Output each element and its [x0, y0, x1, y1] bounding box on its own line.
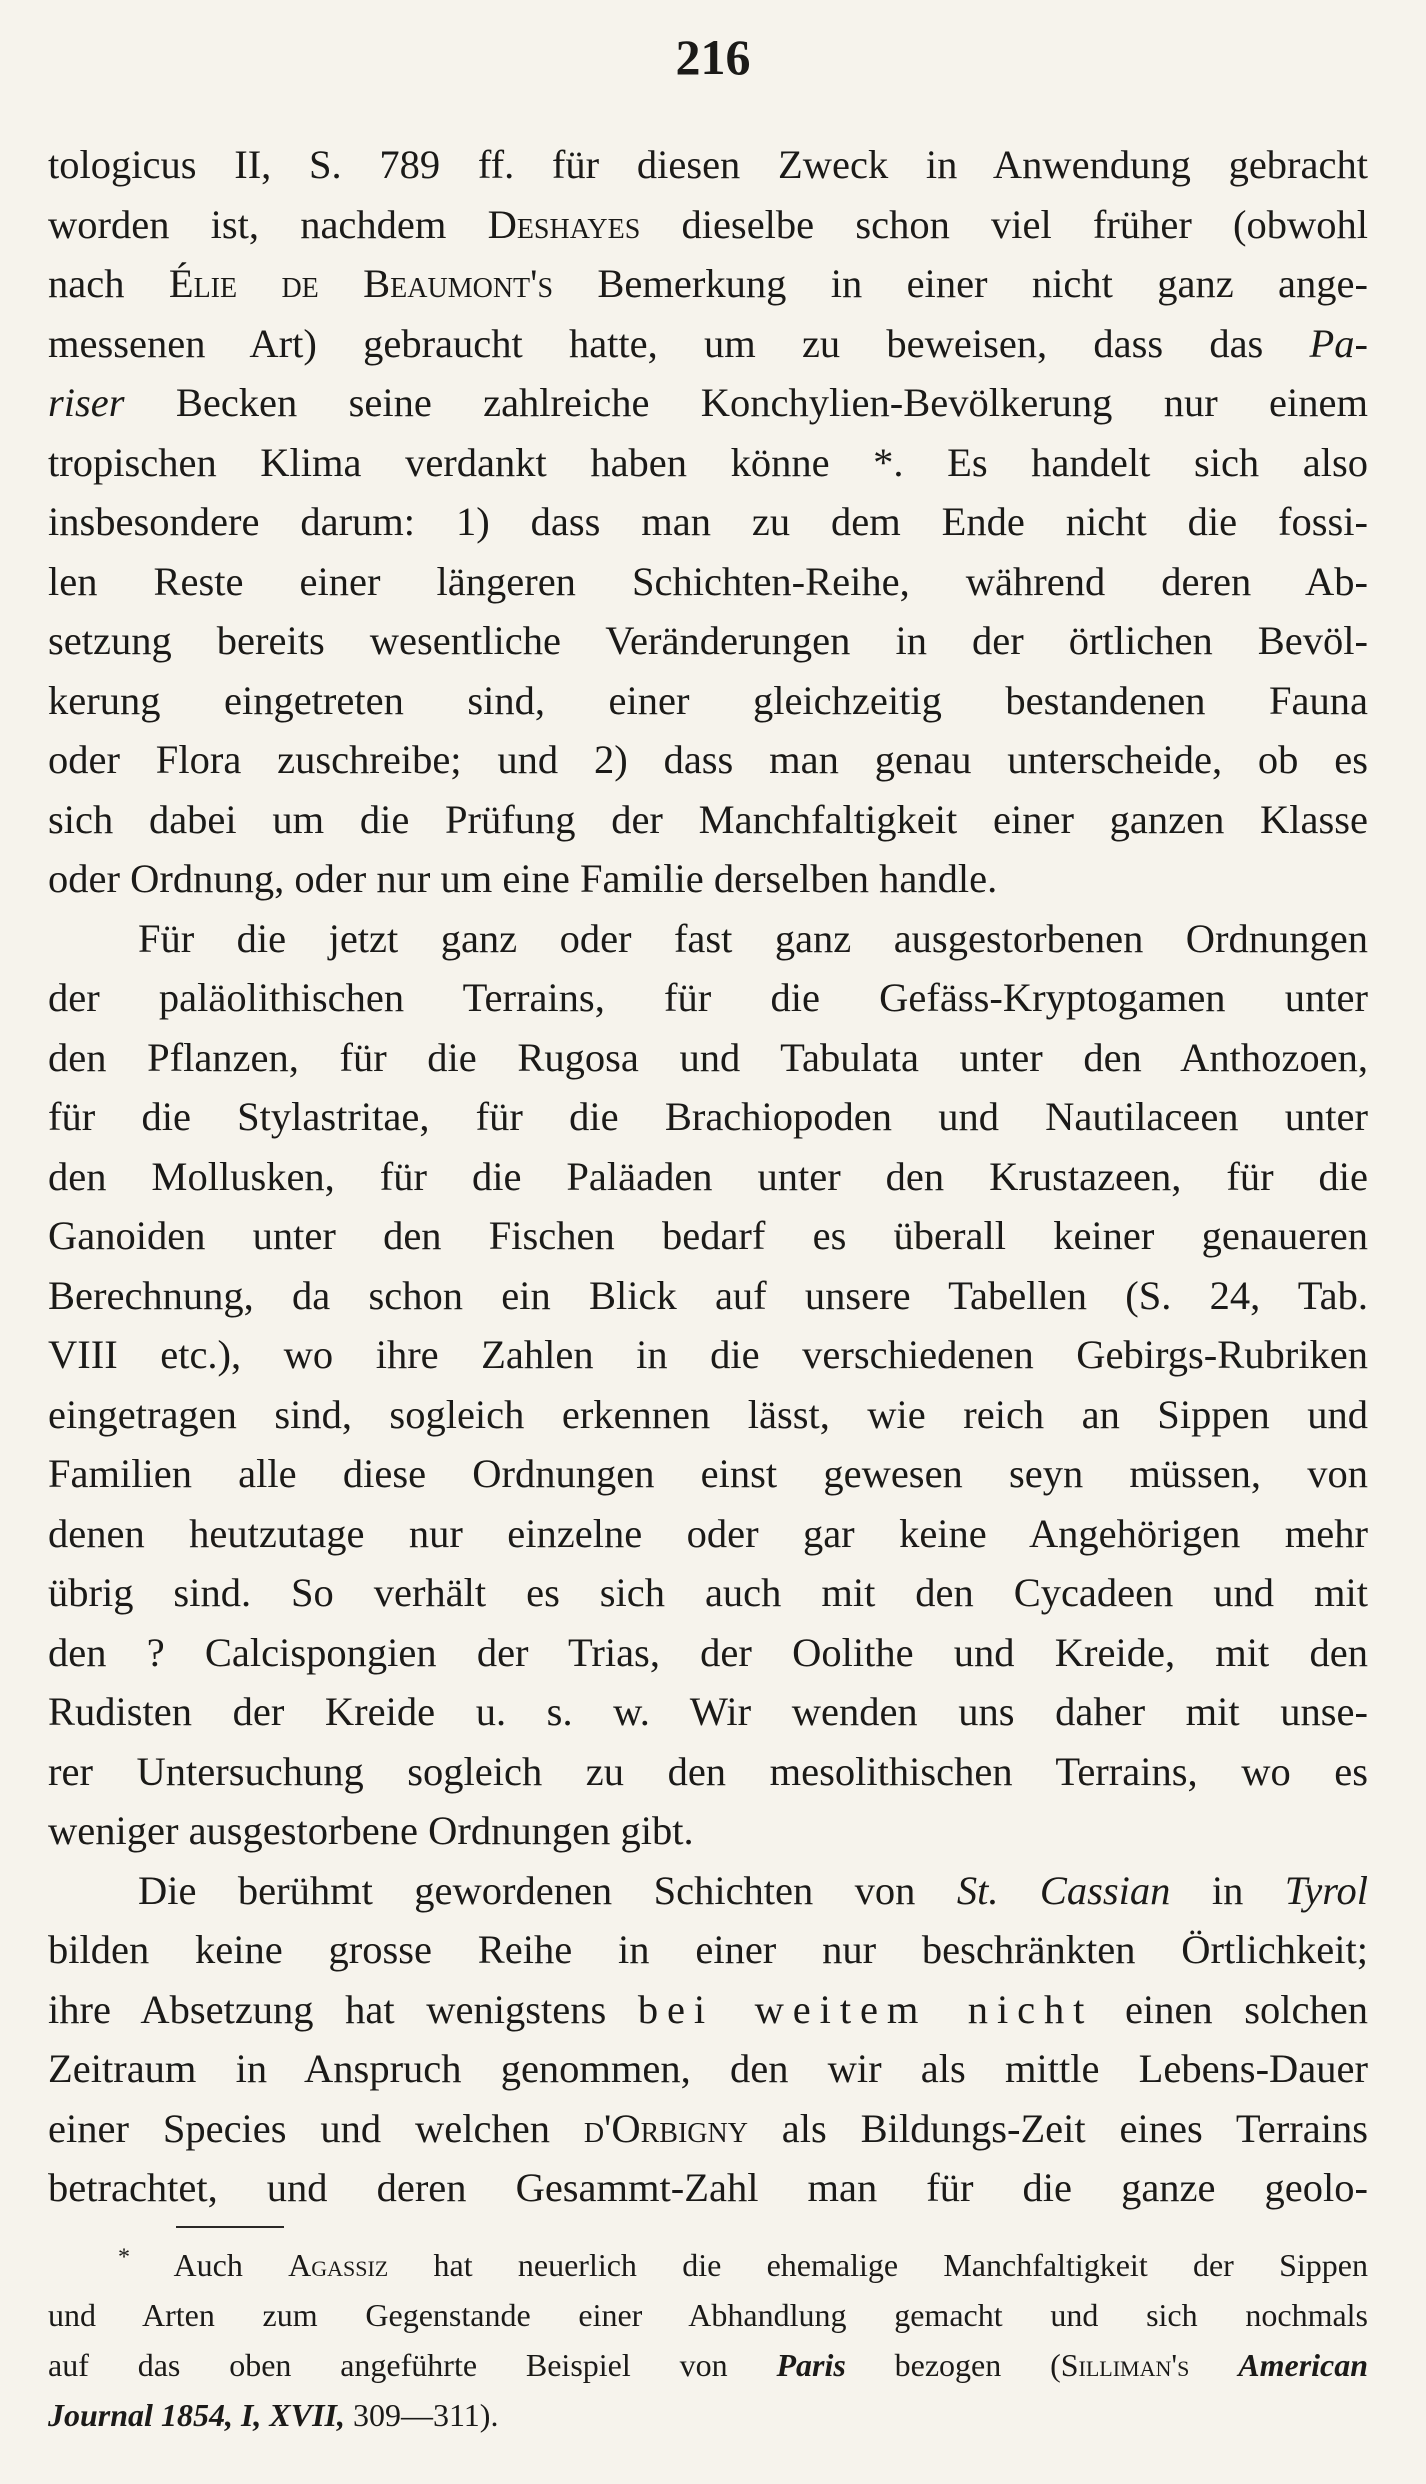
place-paris: Paris	[776, 2347, 846, 2383]
text-line: Ganoiden unter den Fischen bedarf es überall keiner genaueren	[48, 1213, 1368, 1258]
text-line: ihre Absetzung hat wenigstens bei weitem nicht einen solchen	[48, 1986, 1368, 2032]
author-silliman: Silliman's	[1060, 2347, 1190, 2383]
body-text	[48, 135, 1368, 2218]
text-line: riser Becken seine zahlreiche Konchylien-Bevölkerung nur einem	[48, 380, 1368, 425]
text-line: für die Stylastritae, für die Brachiopoden und Nautilaceen unter	[48, 1094, 1368, 1139]
text-line: den Pflanzen, für die Rugosa und Tabulata unter den Anthozoen,	[48, 1034, 1368, 1080]
author-elie-de-beaumont: Élie de Beaumont's	[168, 261, 554, 306]
footnote-line: Journal 1854, I, XVII, 309—311).	[48, 2397, 499, 2433]
text-line: insbesondere darum: 1) dass man zu dem Ende nicht die fossi-	[48, 499, 1368, 544]
text-line: rer Untersuchung sogleich zu den mesolithischen Terrains, wo es	[48, 1748, 1368, 1794]
text-line: messenen Art) gebraucht hatte, um zu beweisen, dass das Pa-	[48, 320, 1368, 366]
text-line: weniger ausgestorbene Ordnungen gibt.	[48, 1808, 694, 1853]
text-line: sich dabei um die Prüfung der Manchfaltigkeit einer ganzen Klasse	[48, 796, 1368, 842]
text-line: Die berühmt gewordenen Schichten von St. Cassian in Tyrol	[138, 1867, 1369, 1913]
text-line: Familien alle diese Ordnungen einst gewesen seyn müssen, von	[48, 1451, 1368, 1496]
text-line: kerung eingetreten sind, einer gleichzeitig bestandenen Fauna	[48, 677, 1368, 723]
footnote	[48, 2240, 1368, 2440]
text-line: den Mollusken, für die Paläaden unter den Krustazeen, für die	[48, 1153, 1368, 1199]
text-line: Zeitraum in Anspruch genommen, den wir als mittle Lebens-Dauer	[48, 2046, 1368, 2091]
text-line: tologicus II, S. 789 ff. für diesen Zweck in Anwendung gebracht	[48, 142, 1368, 187]
author-deshayes: Deshayes	[487, 201, 641, 247]
text-line: denen heutzutage nur einzelne oder gar keine Angehörigen mehr	[48, 1510, 1368, 1556]
place-paris-part: Pa-	[1309, 320, 1368, 366]
text-line: den ? Calcispongien der Trias, der Oolithe und Kreide, mit den	[48, 1629, 1368, 1675]
text-line: betrachtet, und deren Gesammt-Zahl man für die ganze geolo-	[48, 2165, 1368, 2210]
place-st-cassian: St. Cassian	[956, 1867, 1171, 1913]
text-line: len Reste einer längeren Schichten-Reihe, während deren Ab-	[48, 558, 1368, 604]
journal-name: American	[1238, 2347, 1369, 2383]
text-line: oder Ordnung, oder nur um eine Familie derselben handle.	[48, 856, 998, 901]
author-dorbigny: d'Orbigny	[583, 2105, 748, 2151]
text-line: VIII etc.), wo ihre Zahlen in die verschiedenen Gebirgs-Rubriken	[48, 1332, 1368, 1377]
place-tyrol: Tyrol	[1284, 1867, 1369, 1913]
text-line: nach Élie de Beaumont's Bemerkung in einer nicht ganz ange-	[48, 261, 1368, 306]
footnote-line: auf das oben angeführte Beispiel von Paris bezogen (Silliman's American	[48, 2347, 1369, 2383]
spaced-emphasis: bei weitem nicht	[637, 1986, 1094, 2032]
text-line: bilden keine grosse Reihe in einer nur beschränkten Örtlichkeit;	[48, 1927, 1368, 1972]
journal-citation: Journal 1854, I, XVII,	[48, 2397, 345, 2433]
author-agassiz: Agassiz	[288, 2247, 389, 2283]
text-line: Berechnung, da schon ein Blick auf unsere Tabellen (S. 24, Tab.	[48, 1272, 1368, 1318]
text-line: Für die jetzt ganz oder fast ganz ausgestorbenen Ordnungen	[138, 915, 1368, 961]
text-line: eingetragen sind, sogleich erkennen lässt, wie reich an Sippen und	[48, 1391, 1368, 1437]
text-line: setzung bereits wesentliche Veränderungen in der örtlichen Bevöl-	[48, 618, 1368, 663]
text-line: Rudisten der Kreide u. s. w. Wir wenden uns daher mit unse-	[48, 1689, 1368, 1734]
footnote-mark: *	[118, 2244, 130, 2271]
text-line: oder Flora zuschreibe; und 2) dass man genau unterscheide, ob es	[48, 737, 1368, 782]
footnote-line: * Auch Agassiz hat neuerlich die ehemalige Manchfaltigkeit der Sippen	[118, 2244, 1369, 2283]
text-line: worden ist, nachdem Deshayes dieselbe schon viel früher (obwohl	[48, 201, 1369, 247]
text-line: der paläolithischen Terrains, für die Gefäss-Kryptogamen unter	[48, 975, 1368, 1020]
text-line: übrig sind. So verhält es sich auch mit den Cycadeen und mit	[48, 1570, 1368, 1615]
footnote-line: und Arten zum Gegenstande einer Abhandlung gemacht und sich nochmals	[48, 2297, 1368, 2333]
page-number: 216	[675, 29, 751, 85]
footnote-divider	[176, 2226, 284, 2228]
text-line: einer Species und welchen d'Orbigny als Bildungs-Zeit eines Terrains	[48, 2105, 1368, 2151]
text-line: tropischen Klima verdankt haben könne *. Es handelt sich also	[48, 439, 1368, 485]
